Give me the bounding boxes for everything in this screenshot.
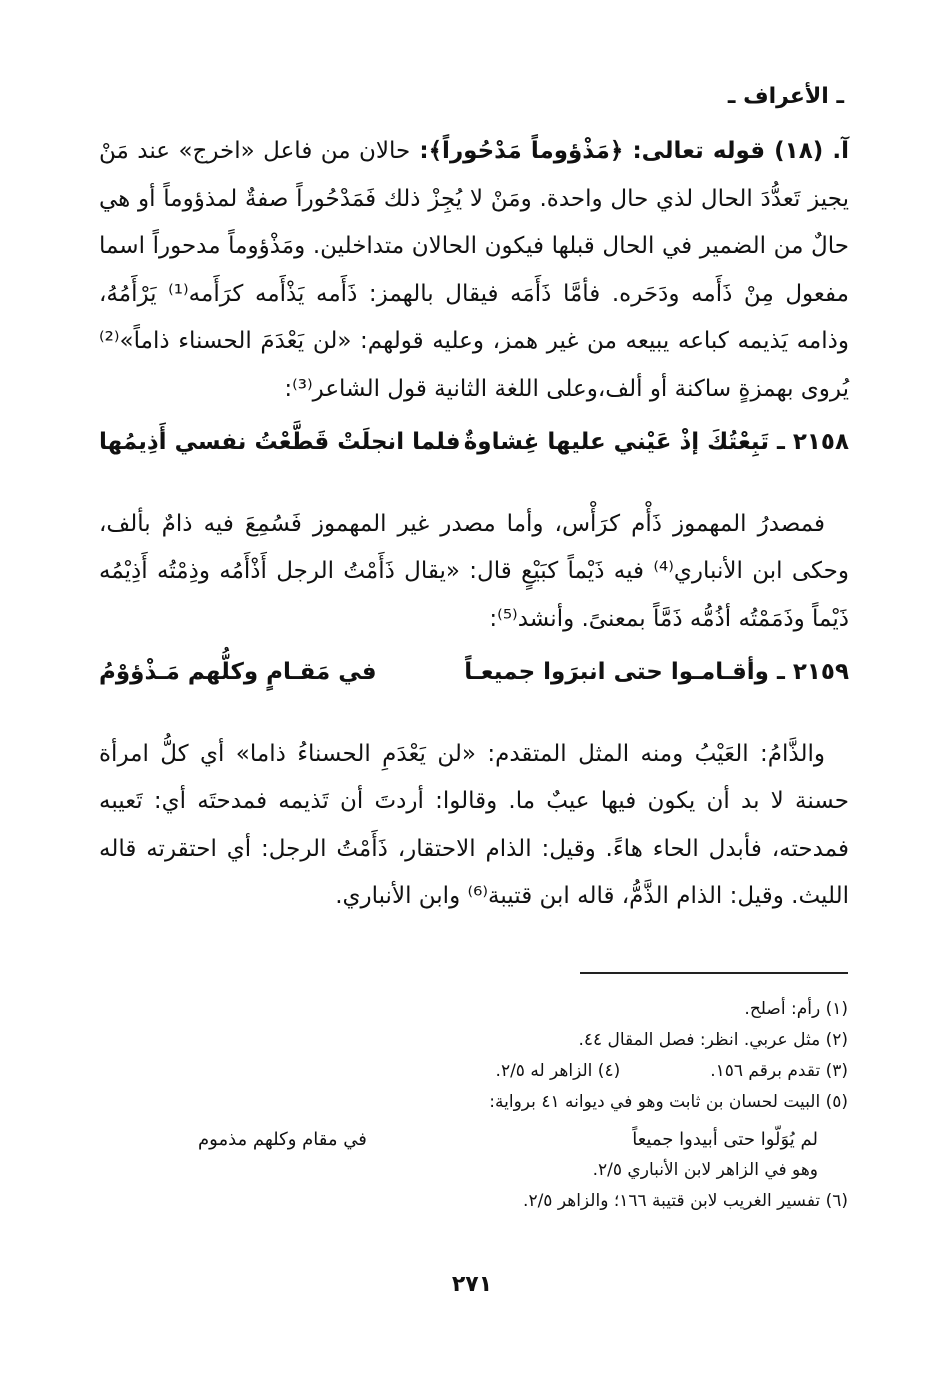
paragraph-1 — [99, 128, 849, 413]
paragraph-1-text: حالان من فاعل «اخرج» عند مَنْ يجيز تَعدُّدَ الحال لذي حال واحدة. ومَنْ لا يُجِزْ ذلك فَمَدْحُوراً صفةٌ لمذؤوماً أو هي حالٌ من الضمير في الحال قبلها فيكون الحالان متداخلين. ومَذْؤوماً مدحوراً اسما مفعول مِنْ ذَأَمه ودَحَره. فأمَّا ذَأَمَه فيقال بالهمز: ذَأَمه يَذْأَمه كرَأَمه⁽¹⁾ يَرْأَمُهُ، وذامه يَذيمه كباعه يبيعه من غير همز، وعليه قولهم: «لن يَعْدَمَ الحسناء ذاماً»⁽²⁾ يُروى بهمزةٍ ساكنة أو ألف،وعلى اللغة الثانية قول الشاعر⁽³⁾: — [99, 138, 849, 402]
footnote-4: (٤) الزاهر له ٢/٥. — [495, 1061, 621, 1081]
verse-heading: آ. (١٨) قوله تعالى: ﴿مَذْؤوماً مَدْحُوراً﴾: — [410, 138, 850, 164]
page-number: ٢٧١ — [451, 1272, 493, 1297]
footnote-1: (١) رأم: أصلح. — [744, 999, 848, 1019]
footnote-5-verse — [198, 1124, 848, 1155]
paragraph-3: والذَّامُ: العَيْبُ ومنه المثل المتقدم: «لن يَعْدَمِ الحسناءُ ذاما» أي كلُّ امرأة حسنة لا بد أن يكون فيها عيبٌ ما. وقالوا: أردتَ أن تَذيمه فمدحتَه أي: تَعيبه فمدحته، فأبدل الحاء هاءً. وقيل: الذام الاحتقار، ذَأَمْتُ الرجل: أي احتقرته قاله الليث. وقيل: الذام الذَّمُّ، قاله ابن قتيبة⁽⁶⁾ وابن الأنباري. — [99, 740, 849, 909]
footnote-3: (٣) تقدم برقم ١٥٦. — [710, 1061, 848, 1081]
footnote-row-3-4 — [188, 1056, 848, 1087]
paragraph-2: فمصدرُ المهموز ذَأْم كرَأْس، وأما مصدر غير المهموز فَسُمِعَ فيه ذامٌ بألف، وحكى ابن الأنباري⁽⁴⁾ فيه ذَيْماً كبَيْعٍ قال: «يقال ذَأَمْتُ الرجل أَذْأَمُه وذِمْتُه أَذِيْمُه ذَيْماً وذَمَمْتُه أذُمُّه ذَمَّاً بمعنىً. وأنشد⁽⁵⁾: — [99, 510, 850, 632]
footnotes — [188, 994, 848, 1217]
verse-hemistich-right: ٢١٥٨ ـ تَبِعْتُكَ إذْ عَيْني عليها غِشاوةٌ — [463, 429, 849, 455]
footnote-verse-left: في مقام وكلهم مذموم — [198, 1129, 367, 1150]
footnote-2: (٢) مثل عربي. انظر: فصل المقال ٤٤. — [578, 1030, 848, 1050]
footnote-verse-right: لم يُوَلّوا حتى أبيدوا جميعاً — [632, 1129, 818, 1150]
poetry-verse-2159 — [99, 649, 849, 697]
footnote-5-note: وهو في الزاهر لابن الأنباري ٢/٥. — [592, 1160, 818, 1180]
footnote-6: (٦) تفسير الغريب لابن قتيبة ١٦٦؛ والزاهر ٢/٥. — [523, 1191, 848, 1211]
main-text — [99, 128, 849, 921]
running-header: ـ الأعراف ـ — [727, 84, 844, 109]
verse-hemistich-left: في مَقـامٍ وكلُّهم مَـذْؤوْمُ — [99, 659, 377, 685]
poetry-verse-2158 — [99, 419, 849, 467]
footnote-divider — [580, 972, 848, 974]
verse-hemistich-right: ٢١٥٩ ـ وأقـامـوا حتى انبرَوا جميعـاً — [464, 659, 849, 685]
footnote-5: (٥) البيت لحسان بن ثابت وهو في ديوانه ٤١ برواية: — [489, 1092, 848, 1112]
verse-hemistich-left: فلما انجلَتْ قَطَّعْتُ نفسي أَذِيمُها — [99, 429, 461, 455]
